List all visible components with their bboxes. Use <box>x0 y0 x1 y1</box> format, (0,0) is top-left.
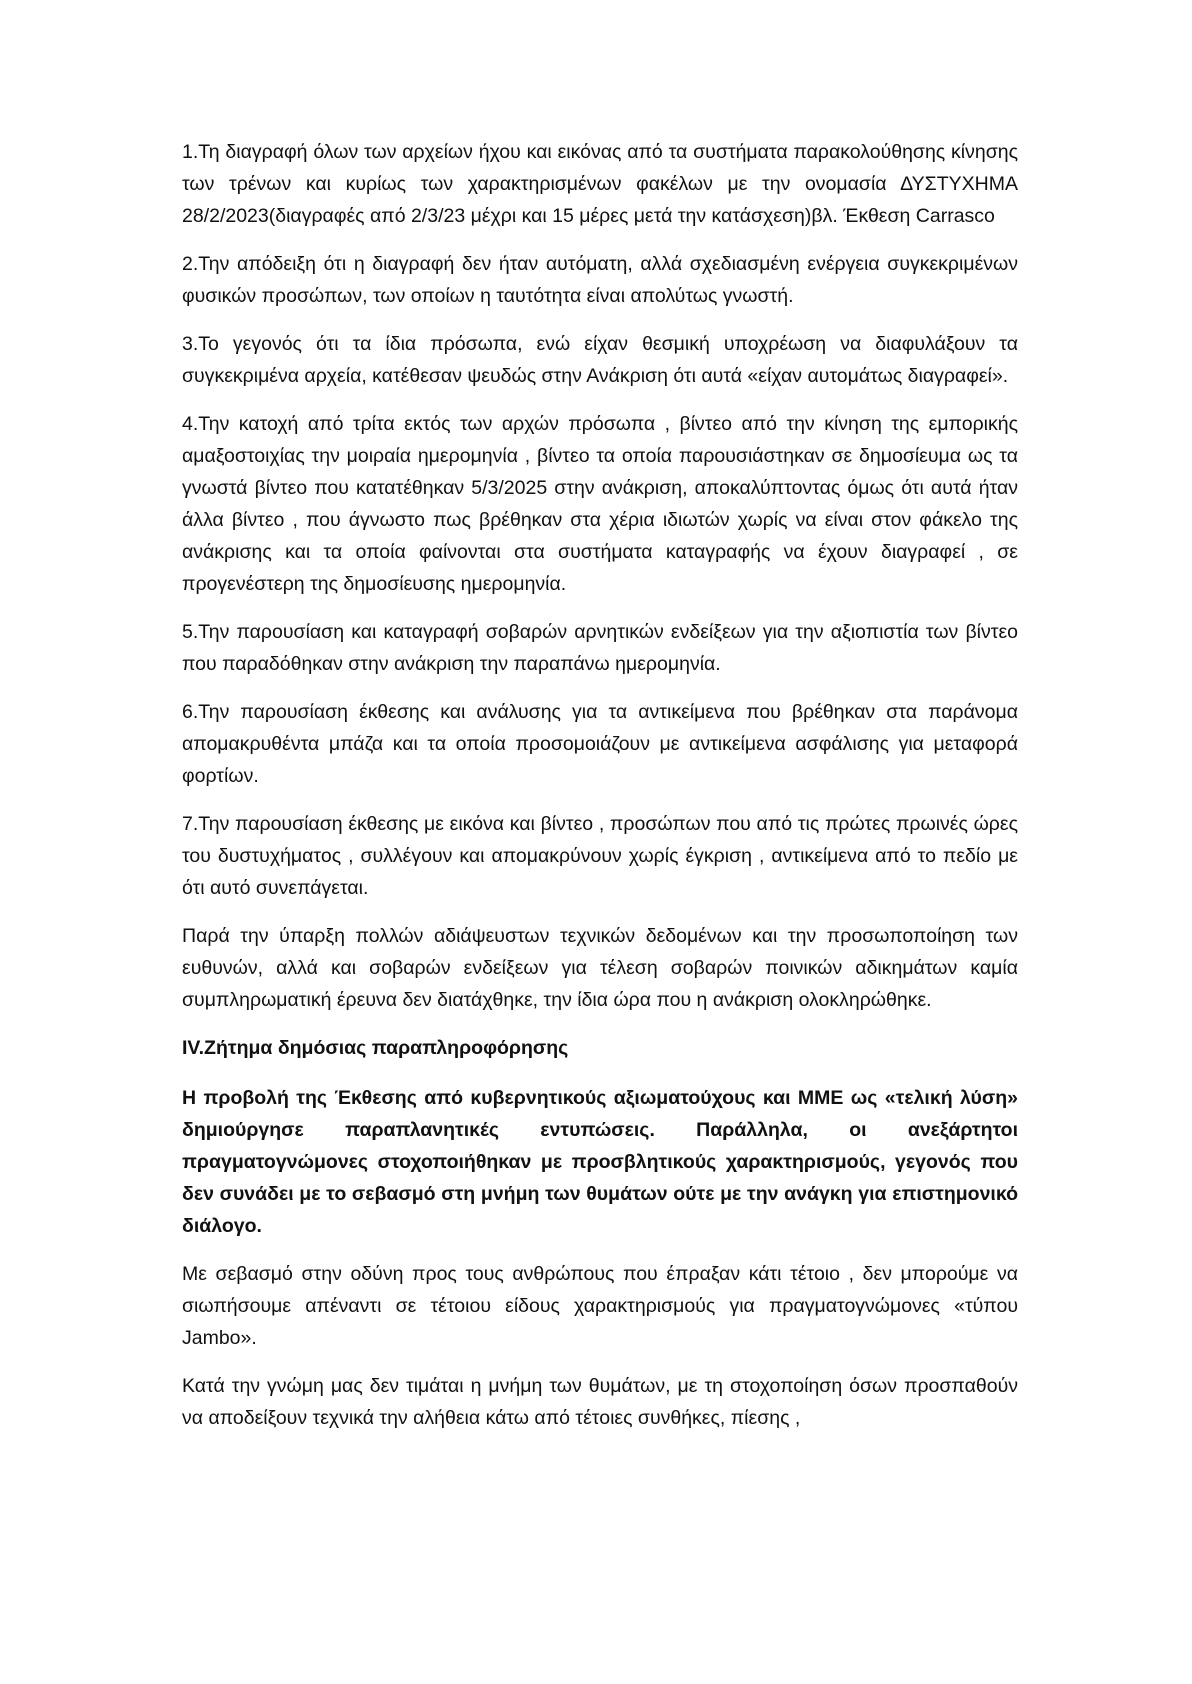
paragraph-item-6: 6.Την παρουσίαση έκθεσης και ανάλυσης για τα αντικείμενα που βρέθηκαν στα παράνομα απομακρυθέντα μπάζα και τα οποία προσομοιάζουν με αντικείμενα ασφάλισης για μεταφορά φορτίων. <box>182 701 1018 787</box>
paragraph-item-5: 5.Την παρουσίαση και καταγραφή σοβαρών αρνητικών ενδείξεων για την αξιοπιστία των βίντεο που παραδόθηκαν στην ανάκριση την παραπάνω ημερομηνία. <box>182 621 1018 675</box>
section-heading: IV.Ζήτημα δημόσιας παραπληροφόρησης <box>182 1037 569 1059</box>
bold-paragraph: Η προβολή της Έκθεσης από κυβερνητικούς αξιωματούχους και ΜΜΕ ως «τελική λύση» δημιούργησε παραπλανητικές εντυπώσεις. Παράλληλα, οι ανεξάρτητοι πραγματογνώμονες στοχοποιήθηκαν με προσβλητικούς χαρακτηρισμούς, γεγονός που δεν συνάδει με το σεβασμό στη μνήμη των θυμάτων ούτε με την ανάγκη για επιστημονικό διάλογο. <box>182 1087 1018 1237</box>
paragraph-item-2: 2.Την απόδειξη ότι η διαγραφή δεν ήταν αυτόματη, αλλά σχεδιασμένη ενέργεια συγκεκριμένων φυσικών προσώπων, των οποίων η ταυτότητα είναι απολύτως γνωστή. <box>182 253 1018 307</box>
paragraph-item-7: 7.Την παρουσίαση έκθεσης με εικόνα και βίντεο , προσώπων που από τις πρώτες πρωινές ώρες του δυστυχήματος , συλλέγουν και απομακρύνουν χωρίς έγκριση , αντικείμενα από το πεδίο με ότι αυτό συνεπάγεται. <box>182 813 1018 899</box>
paragraph-summary: Παρά την ύπαρξη πολλών αδιάψευστων τεχνικών δεδομένων και την προσωποποίηση των ευθυνών, αλλά και σοβαρών ενδείξεων για τέλεση σοβαρών ποινικών αδικημάτων καμία συμπληρωματική έρευνα δεν διατάχθηκε, την ίδια ώρα που η ανάκριση ολοκληρώθηκε. <box>182 925 1018 1011</box>
closing-paragraph-2: Κατά την γνώμη μας δεν τιμάται η μνήμη των θυμάτων, με τη στοχοποίηση όσων προσπαθούν να αποδείξουν τεχνικά την αλήθεια κάτω από τέτοιες συνθήκες, πίεσης , <box>182 1375 1018 1429</box>
closing-paragraph-1: Με σεβασμό στην οδύνη προς τους ανθρώπους που έπραξαν κάτι τέτοιο , δεν μπορούμε να σιωπήσουμε απέναντι σε τέτοιου είδους χαρακτηρισμούς για πραγματογνώμονες «τύπου Jambo». <box>182 1263 1018 1349</box>
paragraph-item-1: 1.Τη διαγραφή όλων των αρχείων ήχου και εικόνας από τα συστήματα παρακολούθησης κίνησης των τρένων και κυρίως των χαρακτηρισμένων φακέλων με την ονομασία ΔΥΣΤΥΧΗΜΑ 28/2/2023(διαγραφές από 2/3/23 μέχρι και 15 μέρες μετά την κατάσχεση)βλ. Έκθεση Carrasco <box>182 141 1018 227</box>
document-page <box>182 136 1018 1450</box>
paragraph-item-3: 3.Το γεγονός ότι τα ίδια πρόσωπα, ενώ είχαν θεσμική υποχρέωση να διαφυλάξουν τα συγκεκριμένα αρχεία, κατέθεσαν ψευδώς στην Ανάκριση ότι αυτά «είχαν αυτομάτως διαγραφεί». <box>182 333 1018 387</box>
paragraph-item-4: 4.Την κατοχή από τρίτα εκτός των αρχών πρόσωπα , βίντεο από την κίνηση της εμπορικής αμαξοστοιχίας την μοιραία ημερομηνία , βίντεο τα οποία παρουσιάστηκαν σε δημοσίευμα ως τα γνωστά βίντεο που κατατέθηκαν 5/3/2025 στην ανάκριση, αποκαλύπτοντας όμως ότι αυτά ήταν άλλα βίντεο , που άγνωστο πως βρέθηκαν στα χέρια ιδιωτών χωρίς να είναι στον φάκελο της ανάκρισης και τα οποία φαίνονται στα συστήματα καταγραφής να έχουν διαγραφεί , σε προγενέστερη της δημοσίευσης ημερομηνία. <box>182 413 1018 595</box>
